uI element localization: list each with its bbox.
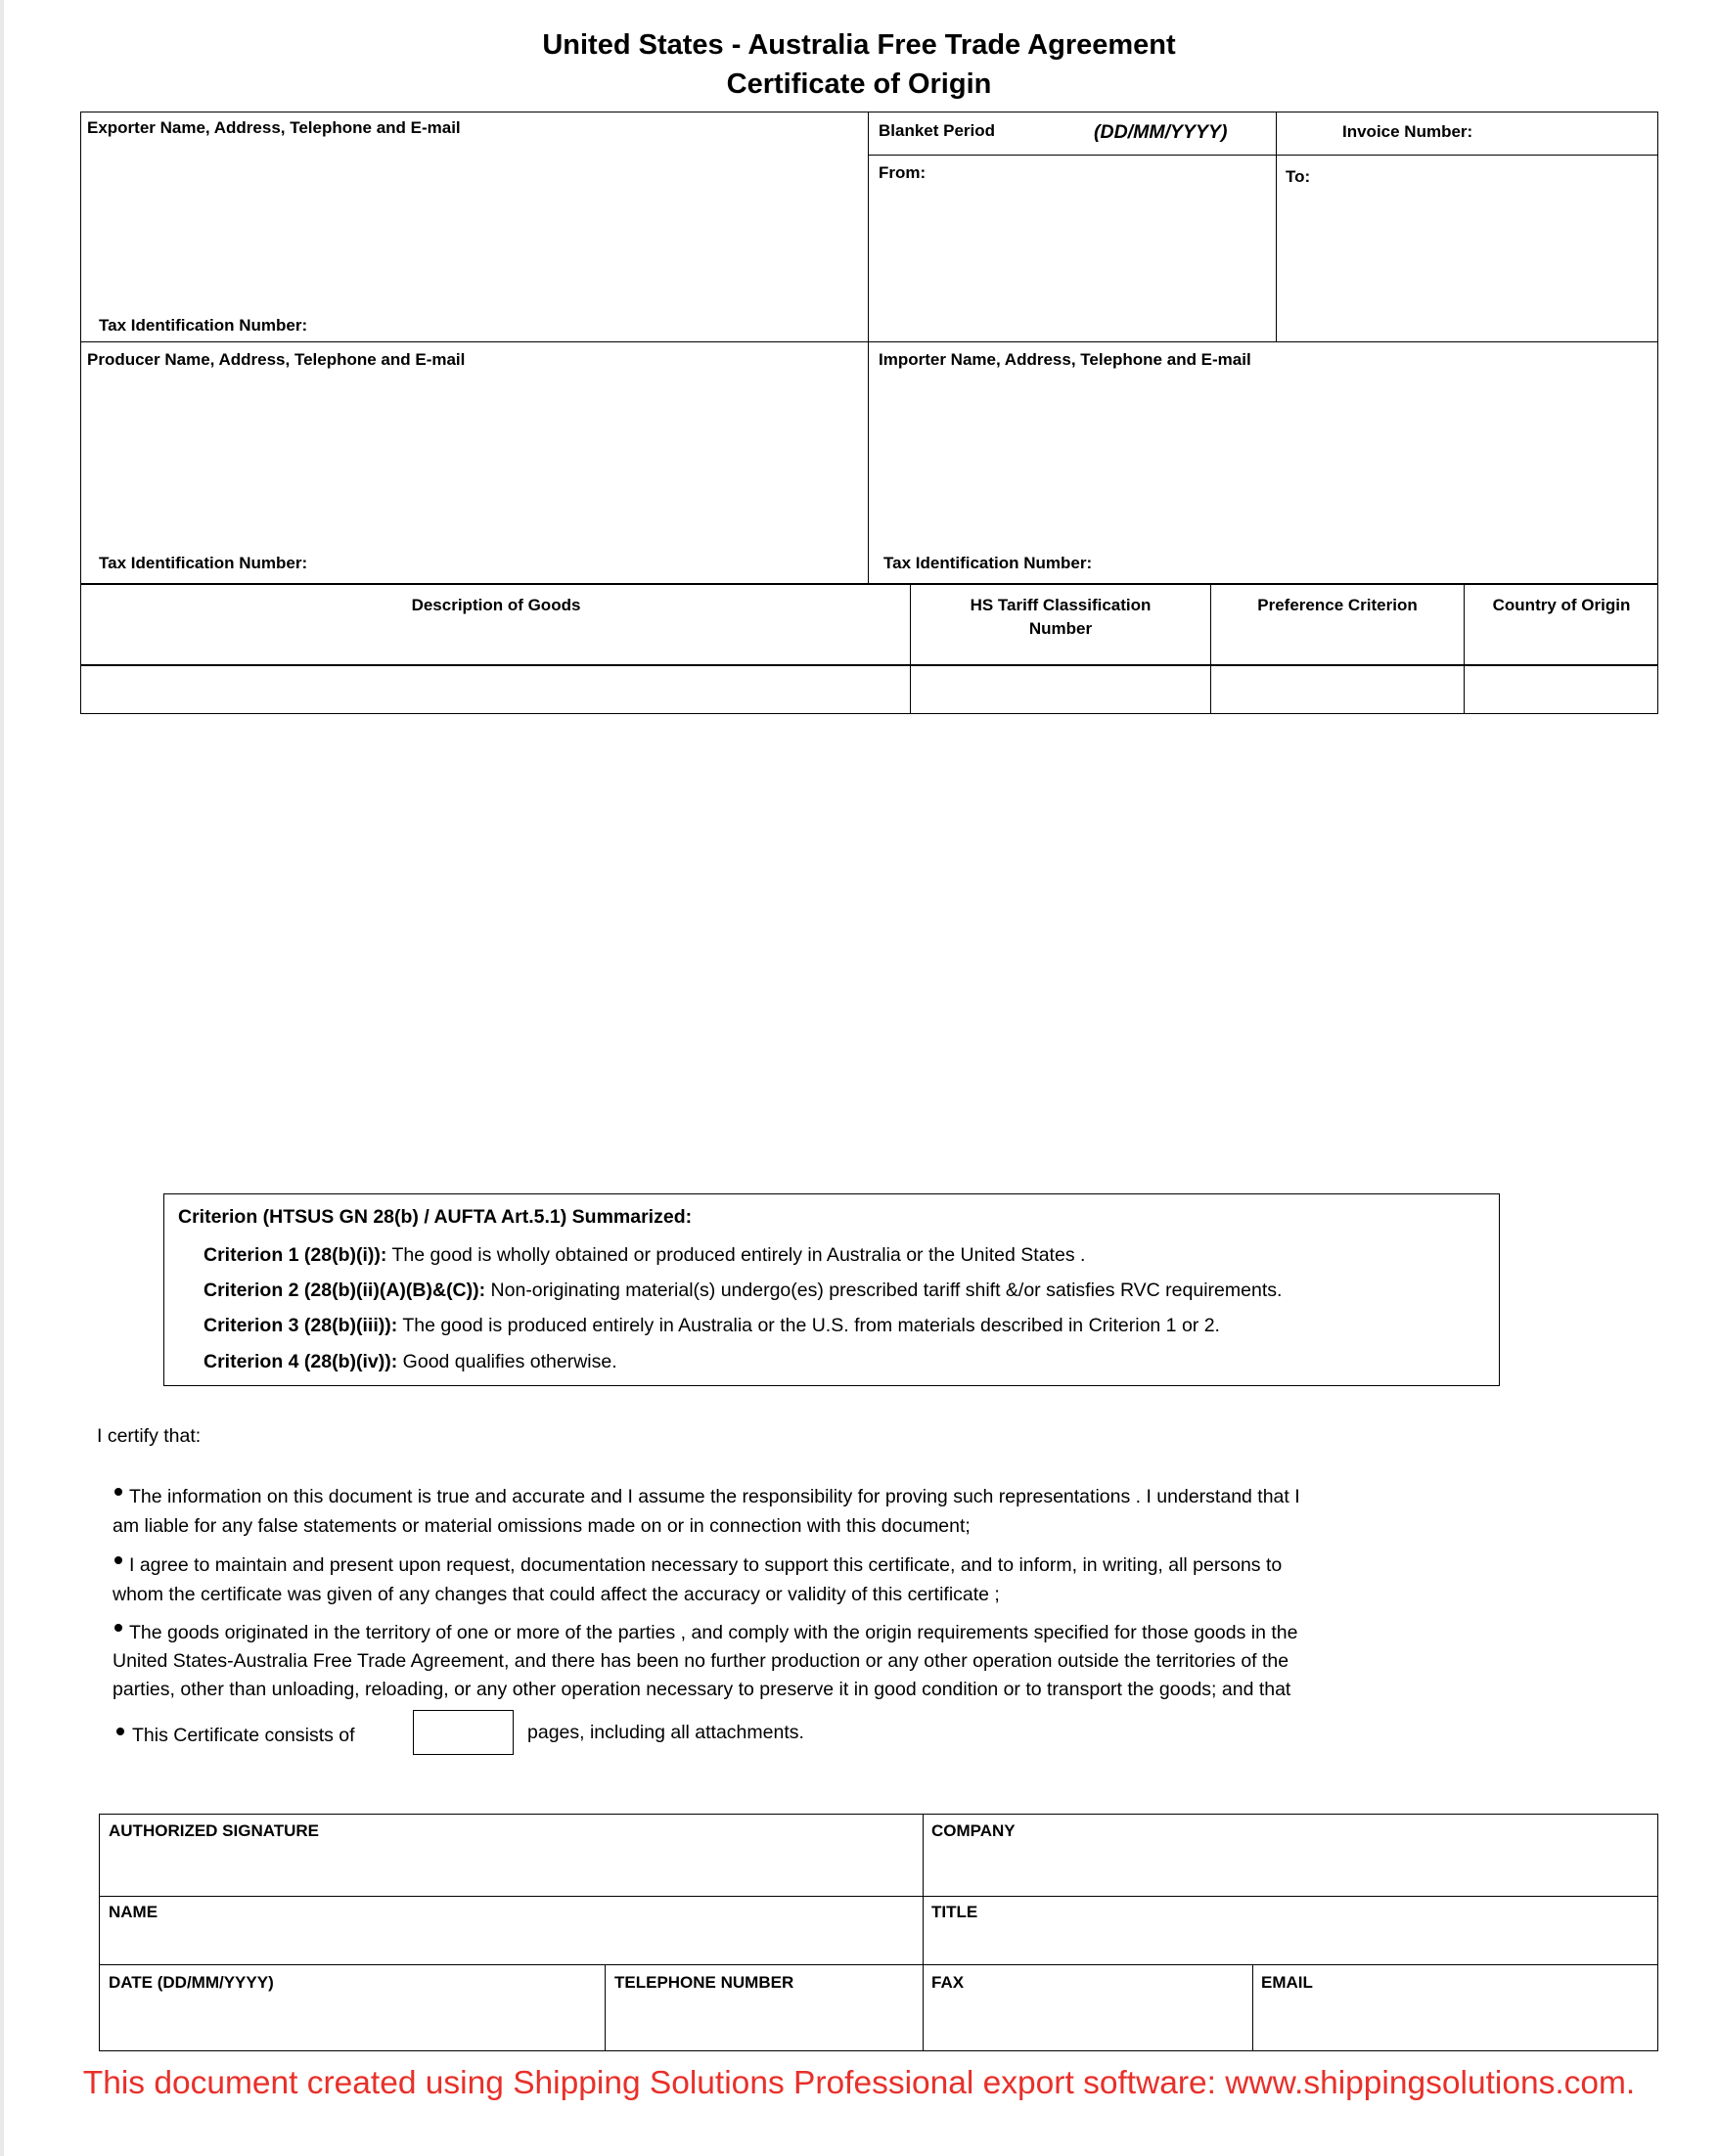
fax-field[interactable] (925, 1966, 1251, 2050)
exporter-tax-id-label: Tax Identification Number: (99, 316, 308, 335)
criterion-3-code: Criterion 3 (28(b)(iii)): (203, 1315, 398, 1336)
goods-col-hs-tariff: HS Tariff Classification Number (970, 596, 1152, 638)
name-label: NAME (109, 1903, 158, 1921)
criterion-4 (203, 1351, 617, 1373)
blanket-divider-vertical (1276, 112, 1277, 341)
bullet-dot-1 (114, 1488, 122, 1496)
exporter-label: Exporter Name, Address, Telephone and E-mail (87, 118, 461, 137)
company-label: COMPANY (931, 1821, 1016, 1840)
criterion-2-code: Criterion 2 (28(b)(ii)(A)(B)&(C)): (203, 1280, 486, 1301)
producer-tax-id-label: Tax Identification Number: (99, 554, 308, 572)
certify-bullet-3-line-2: United States-Australia Free Trade Agreement, and there has been no further production or any other operation outside the territories of the (113, 1650, 1289, 1672)
importer-field[interactable] (870, 343, 1657, 583)
bullet-dot-2 (114, 1556, 122, 1564)
title-label: TITLE (931, 1903, 978, 1921)
software-footer-notice: This document created using Shipping Solutions Professional export software: www.shippingsolutions.com. (82, 2065, 1636, 2101)
page-count-input[interactable] (413, 1710, 514, 1755)
bullet-dot-3 (114, 1624, 122, 1632)
blanket-period-label: Blanket Period (879, 121, 996, 140)
certify-bullet-3-line-1: The goods originated in the territory of one or more of the parties , and comply with the origin requirements specified for those goods in the (129, 1622, 1298, 1643)
invoice-number-label: Invoice Number: (1342, 122, 1473, 141)
criterion-1 (203, 1244, 1085, 1267)
certify-bullet-1-line-1: The information on this document is true and accurate and I assume the responsibility for proving such representations . I understand that I (129, 1486, 1300, 1507)
blanket-from-label: From: (879, 163, 927, 182)
goods-country-cell[interactable] (1466, 666, 1657, 713)
certify-intro: I certify that: (97, 1425, 202, 1447)
goods-col-country: Country of Origin (1492, 596, 1631, 614)
document-subtitle: Certificate of Origin (726, 68, 992, 100)
header-divider-horizontal (80, 341, 1658, 342)
criterion-3-text: The good is produced entirely in Australia or the U.S. from materials described in Criterion 1 or 2. (397, 1315, 1220, 1336)
date-label: DATE (DD/MM/YYYY) (109, 1973, 274, 1992)
producer-label: Producer Name, Address, Telephone and E-mail (87, 350, 466, 369)
pages-prefix: This Certificate consists of (132, 1725, 355, 1746)
criterion-3 (203, 1315, 1220, 1337)
signature-col-divider-fax (1252, 1964, 1253, 2051)
signature-row-divider-2 (99, 1964, 1658, 1965)
exporter-field[interactable] (82, 113, 867, 340)
document-title: United States - Australia Free Trade Agreement (542, 29, 1176, 61)
invoice-number-field[interactable] (1278, 113, 1657, 154)
bullet-dot-4 (116, 1728, 124, 1735)
fax-label: FAX (931, 1973, 965, 1992)
goods-col-description: Description of Goods (411, 596, 581, 614)
certify-bullet-2-line-1: I agree to maintain and present upon request, documentation necessary to support this certificate, and to inform, in writing, all persons to (129, 1554, 1283, 1576)
signature-col-divider-main (923, 1814, 924, 2051)
email-label: EMAIL (1261, 1973, 1313, 1992)
blanket-period-format: (DD/MM/YYYY) (1094, 121, 1228, 143)
importer-tax-id-label: Tax Identification Number: (883, 554, 1093, 572)
criterion-4-text: Good qualifies otherwise. (397, 1351, 617, 1372)
telephone-label: TELEPHONE NUMBER (614, 1973, 794, 1992)
title-field[interactable] (925, 1898, 1657, 1963)
criterion-2-text: Non-originating material(s) undergo(es) prescribed tariff shift &/or satisfies RVC requirements. (485, 1280, 1283, 1301)
goods-hs-tariff-cell[interactable] (912, 666, 1210, 713)
certify-bullet-1-line-2: am liable for any false statements or material omissions made on or in connection with this document; (113, 1515, 971, 1537)
name-field[interactable] (101, 1898, 922, 1963)
pages-suffix: pages, including all attachments. (527, 1722, 804, 1743)
goods-col-divider-1 (910, 584, 911, 714)
criteria-heading: Criterion (HTSUS GN 28(b) / AUFTA Art.5.1) Summarized: (178, 1206, 693, 1228)
email-field[interactable] (1254, 1966, 1657, 2050)
certify-bullet-2-line-2: whom the certificate was given of any changes that could affect the accuracy or validity of this certificate ; (113, 1584, 1000, 1605)
importer-label: Importer Name, Address, Telephone and E-mail (879, 350, 1251, 369)
goods-description-cell[interactable] (82, 666, 910, 713)
goods-preference-cell[interactable] (1212, 666, 1464, 713)
certify-bullet-3-line-3: parties, other than unloading, reloading, or any other operation necessary to preserve it in good condition or to transport the goods; and that (113, 1679, 1291, 1700)
blanket-to-field[interactable] (1278, 157, 1657, 340)
criterion-1-code: Criterion 1 (28(b)(i)): (203, 1244, 387, 1266)
page-left-edge (0, 0, 4, 2156)
producer-field[interactable] (82, 343, 867, 583)
criterion-1-text: The good is wholly obtained or produced entirely in Australia or the United States . (386, 1244, 1086, 1266)
authorized-signature-label: AUTHORIZED SIGNATURE (109, 1821, 320, 1840)
blanket-header-divider (868, 155, 1658, 156)
blanket-from-field[interactable] (870, 157, 1275, 340)
blanket-to-label: To: (1286, 167, 1311, 186)
goods-col-preference: Preference Criterion (1257, 596, 1418, 614)
company-field[interactable] (925, 1816, 1657, 1895)
signature-col-divider-date (605, 1964, 606, 2051)
criterion-2 (203, 1280, 1282, 1302)
signature-row-divider-1 (99, 1896, 1658, 1897)
criterion-4-code: Criterion 4 (28(b)(iv)): (203, 1351, 398, 1372)
header-divider-vertical (868, 112, 869, 584)
